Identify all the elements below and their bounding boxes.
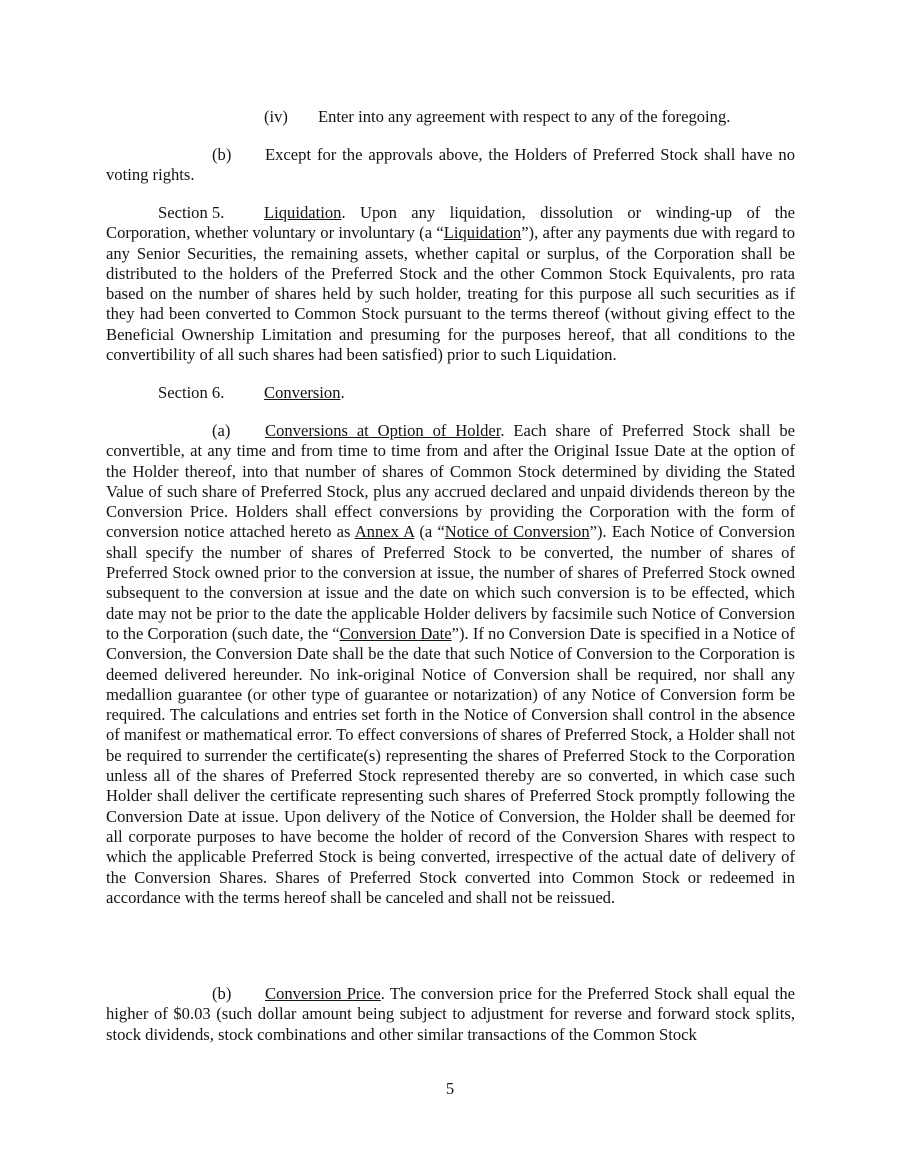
notice-of-conversion-term: Notice of Conversion bbox=[444, 522, 590, 542]
section-5-liquidation bbox=[106, 203, 795, 365]
section-6-heading: Conversion bbox=[264, 383, 341, 402]
paragraph-6a-text-4: ”). If no Conversion Date is specified in a Notice of Conversion, the Conversion Date shall be the date that such Notice of Conversion to the Corporation is deemed delivered hereunder. No ink-original Notice of Conversion shall be required, nor shall any medallion guarantee (or other type of guarantee or notarization) of any Notice of Conversion form be required. The calculations and entries set forth in the Notice of Conversion shall control in the absence of manifest or mathematical error. To effect conversions of shares of Preferred Stock, a Holder shall not be required to surrender the certificate(s) representing the shares of Preferred Stock to the Corporation unless all of the shares of Preferred Stock represented thereby are so converted, in which case such Holder shall deliver the certificate representing such shares of Preferred Stock promptly following the Conversion Date at issue. Upon delivery of the Notice of Conversion, the Holder shall be deemed for all corporate purposes to have become the holder of record of the Conversion Shares with respect to which the applicable Preferred Stock is being converted, irrespective of the actual date of delivery of the Conversion Shares. Shares of Preferred Stock converted into Common Stock or redeemed in accordance with the terms hereof shall be canceled and shall not be reissued. bbox=[106, 623, 795, 907]
paragraph-6a-conversions bbox=[106, 421, 795, 908]
paragraph-6a-number: (a) bbox=[212, 421, 231, 440]
paragraph-6a-text-3: ”). Each Notice of Conversion shall specify the number of shares of Preferred Stock to be converted, the number of shares of Preferred Stock owned prior to the conversion at issue, the number of shares of Preferred Stock owned subsequent to the conversion at issue and the date on which such conversion is to be effected, which date may not be prior to the date the applicable Holder delivers by facsimile such Notice of Conversion to the Corporation (such date, the “ bbox=[106, 522, 795, 643]
clause-iv-number: (iv) bbox=[264, 107, 288, 126]
section-6-label: Section 6. bbox=[158, 383, 225, 402]
annex-a-term: Annex A bbox=[354, 522, 415, 542]
paragraph-6b-text: . The conversion price for the Preferred Stock shall equal the higher of $0.03 (such dollar amount being subject to adjustment for reverse and forward stock splits, stock dividends, stock combinations and other similar transactions of the Common Stock bbox=[106, 984, 795, 1044]
liquidation-defined-term: Liquidation bbox=[443, 223, 522, 243]
paragraph-6a-text-1: . Each share of Preferred Stock shall be convertible, at any time and from time to time from and after the Original Issue Date at the option of the Holder thereof, into that number of shares of Common Stock determined by dividing the Stated Value of such share of Preferred Stock, plus any accrued declared and unpaid dividends thereon by the Conversion Price. Holders shall effect conversions by providing the Corporation with the form of conversion notice attached hereto as bbox=[106, 421, 795, 542]
paragraph-6a-text-2: (a “ bbox=[414, 522, 445, 542]
paragraph-b-text: Except for the approvals above, the Holders of Preferred Stock shall have no voting rights. bbox=[106, 145, 795, 185]
section-6-heading-end: . bbox=[340, 383, 345, 402]
paragraph-b-voting bbox=[106, 145, 795, 186]
clause-iv-text: Enter into any agreement with respect to any of the foregoing. bbox=[318, 107, 731, 126]
paragraph-6b-heading: Conversion Price bbox=[265, 984, 381, 1003]
section-5-text-2: ”), after any payments due with regard to any Senior Securities, the remaining assets, whether capital or surplus, of the Corporation shall be distributed to the holders of the Preferred Stock and the other Common Stock Equivalents, pro rata based on the number of shares held by such holder, treating for this purpose all such securities as if they had been converted to Common Stock pursuant to the terms thereof (without giving effect to the Beneficial Ownership Limitation and presuming for the purposes hereof, that all conditions to the convertibility of all such shares had been satisfied) prior to such Liquidation. bbox=[106, 223, 795, 365]
paragraph-b-number: (b) bbox=[212, 145, 232, 164]
page-number: 5 bbox=[445, 1079, 455, 1098]
conversion-date-term: Conversion Date bbox=[339, 623, 452, 643]
paragraph-6b-number: (b) bbox=[212, 984, 232, 1003]
paragraph-6a-heading: Conversions at Option of Holder bbox=[265, 421, 501, 440]
section-6-conversion bbox=[106, 383, 795, 403]
section-5-heading: Liquidation bbox=[264, 203, 342, 222]
section-5-text-1: . Upon any liquidation, dissolution or winding-up of the Corporation, whether voluntary or involuntary (a “ bbox=[106, 203, 795, 243]
paragraph-6b-conversion-price bbox=[106, 984, 795, 1045]
section-5-label: Section 5. bbox=[158, 203, 225, 222]
